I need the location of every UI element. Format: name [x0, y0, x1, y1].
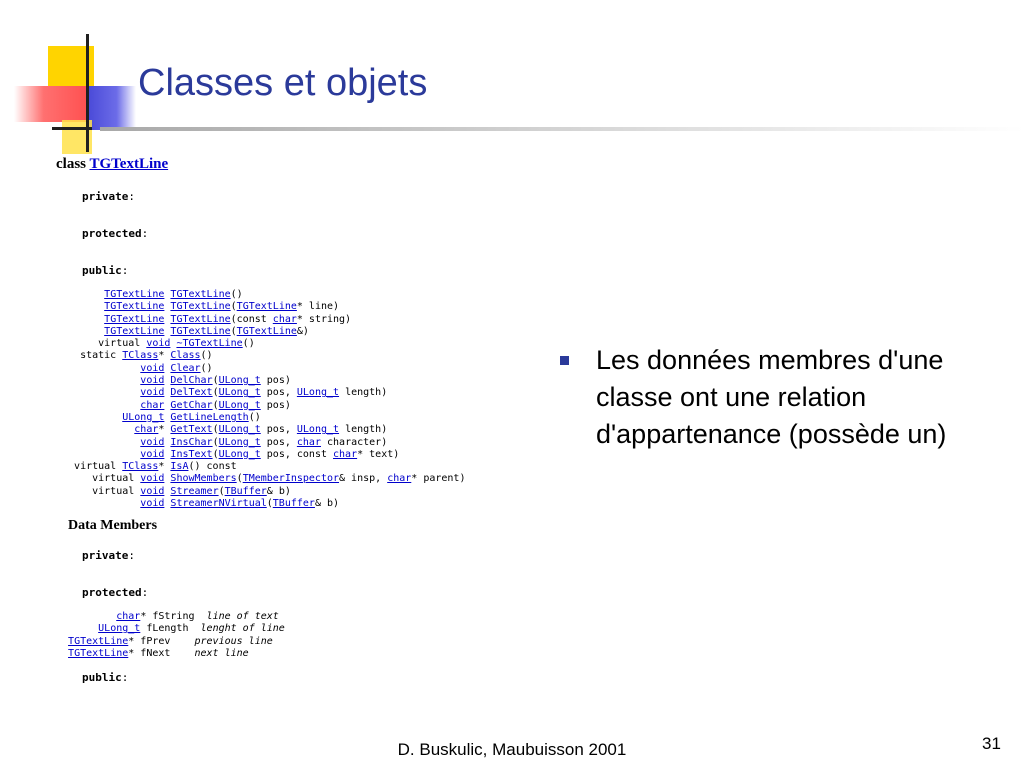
- logo-blue-square: [88, 86, 136, 130]
- method-line: void InsChar(ULong_t pos, char character): [140, 436, 388, 448]
- private-label-1: private:: [82, 190, 135, 203]
- method-line: void DelChar(ULong_t pos): [140, 375, 291, 387]
- slide-title: Classes et objets: [138, 62, 428, 104]
- protected-label-1: protected:: [82, 227, 149, 240]
- data-member-line: ULong_t fLength lenght of line: [98, 623, 285, 635]
- title-underline: [100, 127, 1024, 131]
- slide-logo: [0, 0, 140, 160]
- data-member-line: TGTextLine* fNext next line: [68, 647, 249, 659]
- class-name-link[interactable]: TGTextLine: [89, 156, 169, 172]
- method-line: TGTextLine TGTextLine(const char* string): [104, 313, 352, 325]
- public-label-2: public:: [82, 671, 129, 684]
- data-member-line: TGTextLine* fPrev previous line: [68, 635, 273, 647]
- class-keyword: class: [56, 156, 86, 172]
- method-line: void Clear(): [140, 362, 213, 374]
- logo-vertical-line: [86, 34, 89, 152]
- method-list: [56, 289, 465, 510]
- class-declaration-image: [56, 156, 546, 696]
- public-label-1: public:: [82, 264, 129, 277]
- method-line: char* GetText(ULong_t pos, ULong_t length): [134, 424, 388, 436]
- method-line: TGTextLine TGTextLine(TGTextLine&): [104, 325, 309, 337]
- bullet-square-icon: [560, 356, 569, 365]
- data-member-line: char* fString line of text: [116, 611, 279, 622]
- method-line: virtual void Streamer(TBuffer& b): [56, 485, 291, 497]
- protected-label-2: protected:: [82, 586, 149, 599]
- method-line: void DelText(ULong_t pos, ULong_t length): [140, 387, 388, 399]
- data-members-header: Data Members: [68, 518, 158, 533]
- method-line: void StreamerNVirtual(TBuffer& b): [140, 498, 340, 510]
- method-line: char GetChar(ULong_t pos): [140, 399, 291, 411]
- slide-footer: D. Buskulic, Maubuisson 2001: [397, 740, 627, 759]
- page-number: 31: [982, 734, 1001, 753]
- method-line: static TClass* Class(): [56, 350, 213, 362]
- method-line: void InsText(ULong_t pos, const char* text): [140, 448, 400, 460]
- method-line: virtual void ~TGTextLine(): [56, 338, 255, 350]
- logo-horizontal-line: [52, 127, 92, 130]
- data-member-list: [56, 611, 285, 660]
- method-line: virtual void ShowMembers(TMemberInspector& insp, char* parent): [56, 473, 466, 485]
- method-line: virtual TClass* IsA() const: [56, 461, 237, 473]
- private-label-2: private:: [82, 549, 135, 562]
- logo-red-square: [14, 86, 88, 122]
- class-header: [56, 156, 168, 173]
- method-line: TGTextLine TGTextLine(): [104, 289, 243, 300]
- bullet-text: Les données membres d'une classe ont une relation d'appartenance (possède un): [596, 345, 947, 449]
- method-line: ULong_t GetLineLength(): [122, 411, 261, 423]
- method-line: TGTextLine TGTextLine(TGTextLine* line): [104, 301, 340, 313]
